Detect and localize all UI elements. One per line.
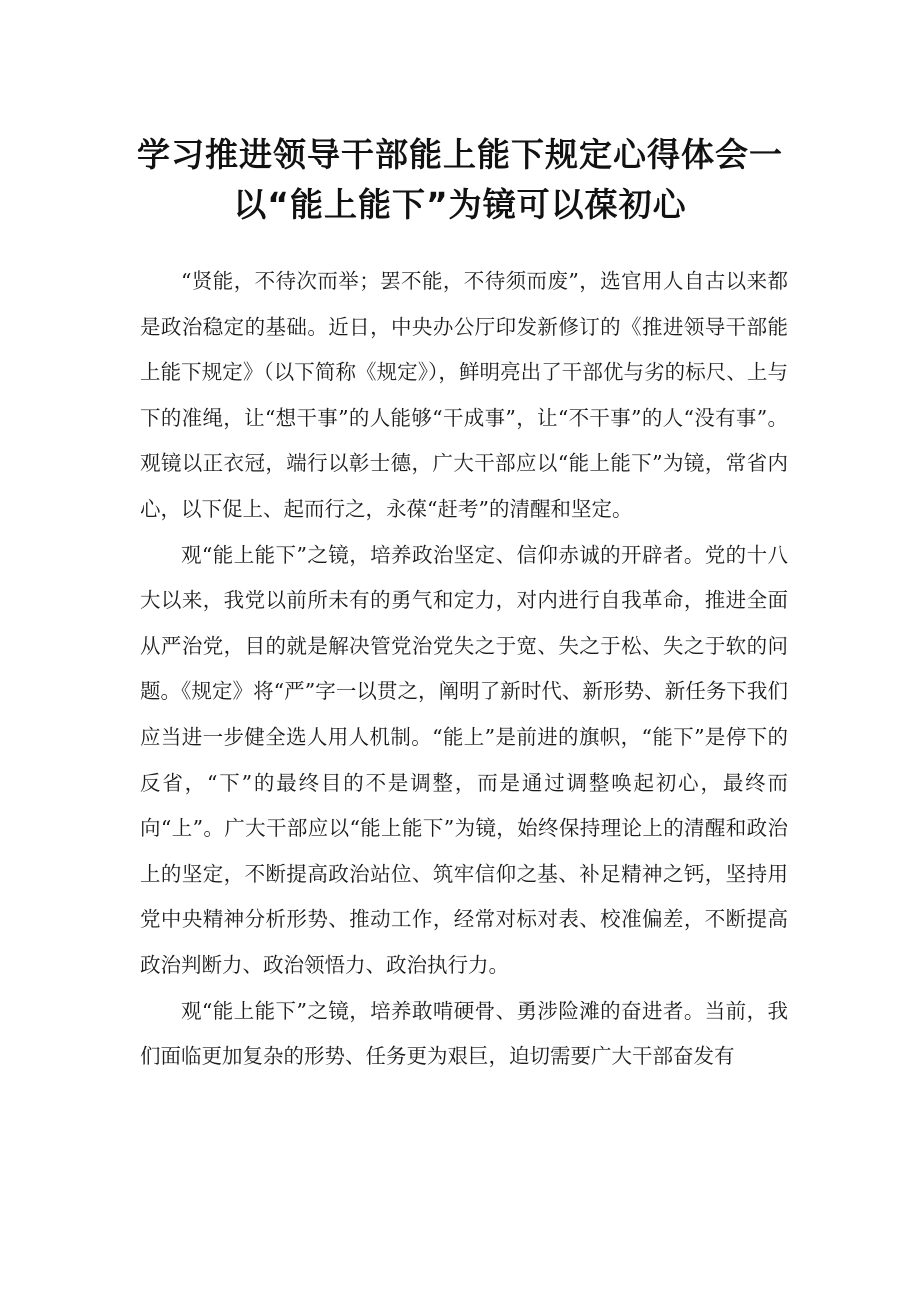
title-line-1: 学习推进领导干部能上能下规定心得体会一 <box>137 135 783 174</box>
paragraph-1: “贤能，不待次而举；罢不能，不待须而废”，选官用人自古以来都是政治稳定的基础。近日，中央办公厅印发新修订的《推进领导干部能上能下规定》（以下简称《规定》），鲜明亮出了干部优与劣的标尺、上与下的准绳，让“想干事”的人能够“干成事”，让“不干事”的人“没有事”。观镜以正衣冠，端行以彰士德，广大干部应以“能上能下”为镜，常省内心，以下促上、起而行之，永葆“赶考”的清醒和坚定。 <box>140 269 788 521</box>
paragraph-3: 观“能上能下”之镜，培养敢啃硬骨、勇涉险滩的奋进者。当前，我们面临更加复杂的形势、任务更为艰巨，迫切需要广大干部奋发有 <box>140 998 788 1069</box>
document-body <box>140 259 788 1080</box>
title-line-2: 以“能上能下”为镜可以葆初心 <box>233 185 687 224</box>
paragraph-2: 观“能上能下”之镜，培养政治坚定、信仰赤诚的开辟者。党的十八大以来，我党以前所未有的勇气和定力，对内进行自我革命，推进全面从严治党，目的就是解决管党治党失之于宽、失之于松、失之于软的问题。《规定》将“严”字一以贯之，阐明了新时代、新形势、新任务下我们应当进一步健全选人用人机制。“能上”是前进的旗帜，“能下”是停下的反省，“下”的最终目的不是调整，而是通过调整唤起初心，最终而向“上”。广大干部应以“能上能下”为镜，始终保持理论上的清醒和政治上的坚定，不断提高政治站位、筑牢信仰之基、补足精神之钙，坚持用党中央精神分析形势、推动工作，经常对标对表、校准偏差，不断提高政治判断力、政治领悟力、政治执行力。 <box>140 542 788 977</box>
document-title <box>120 130 800 230</box>
